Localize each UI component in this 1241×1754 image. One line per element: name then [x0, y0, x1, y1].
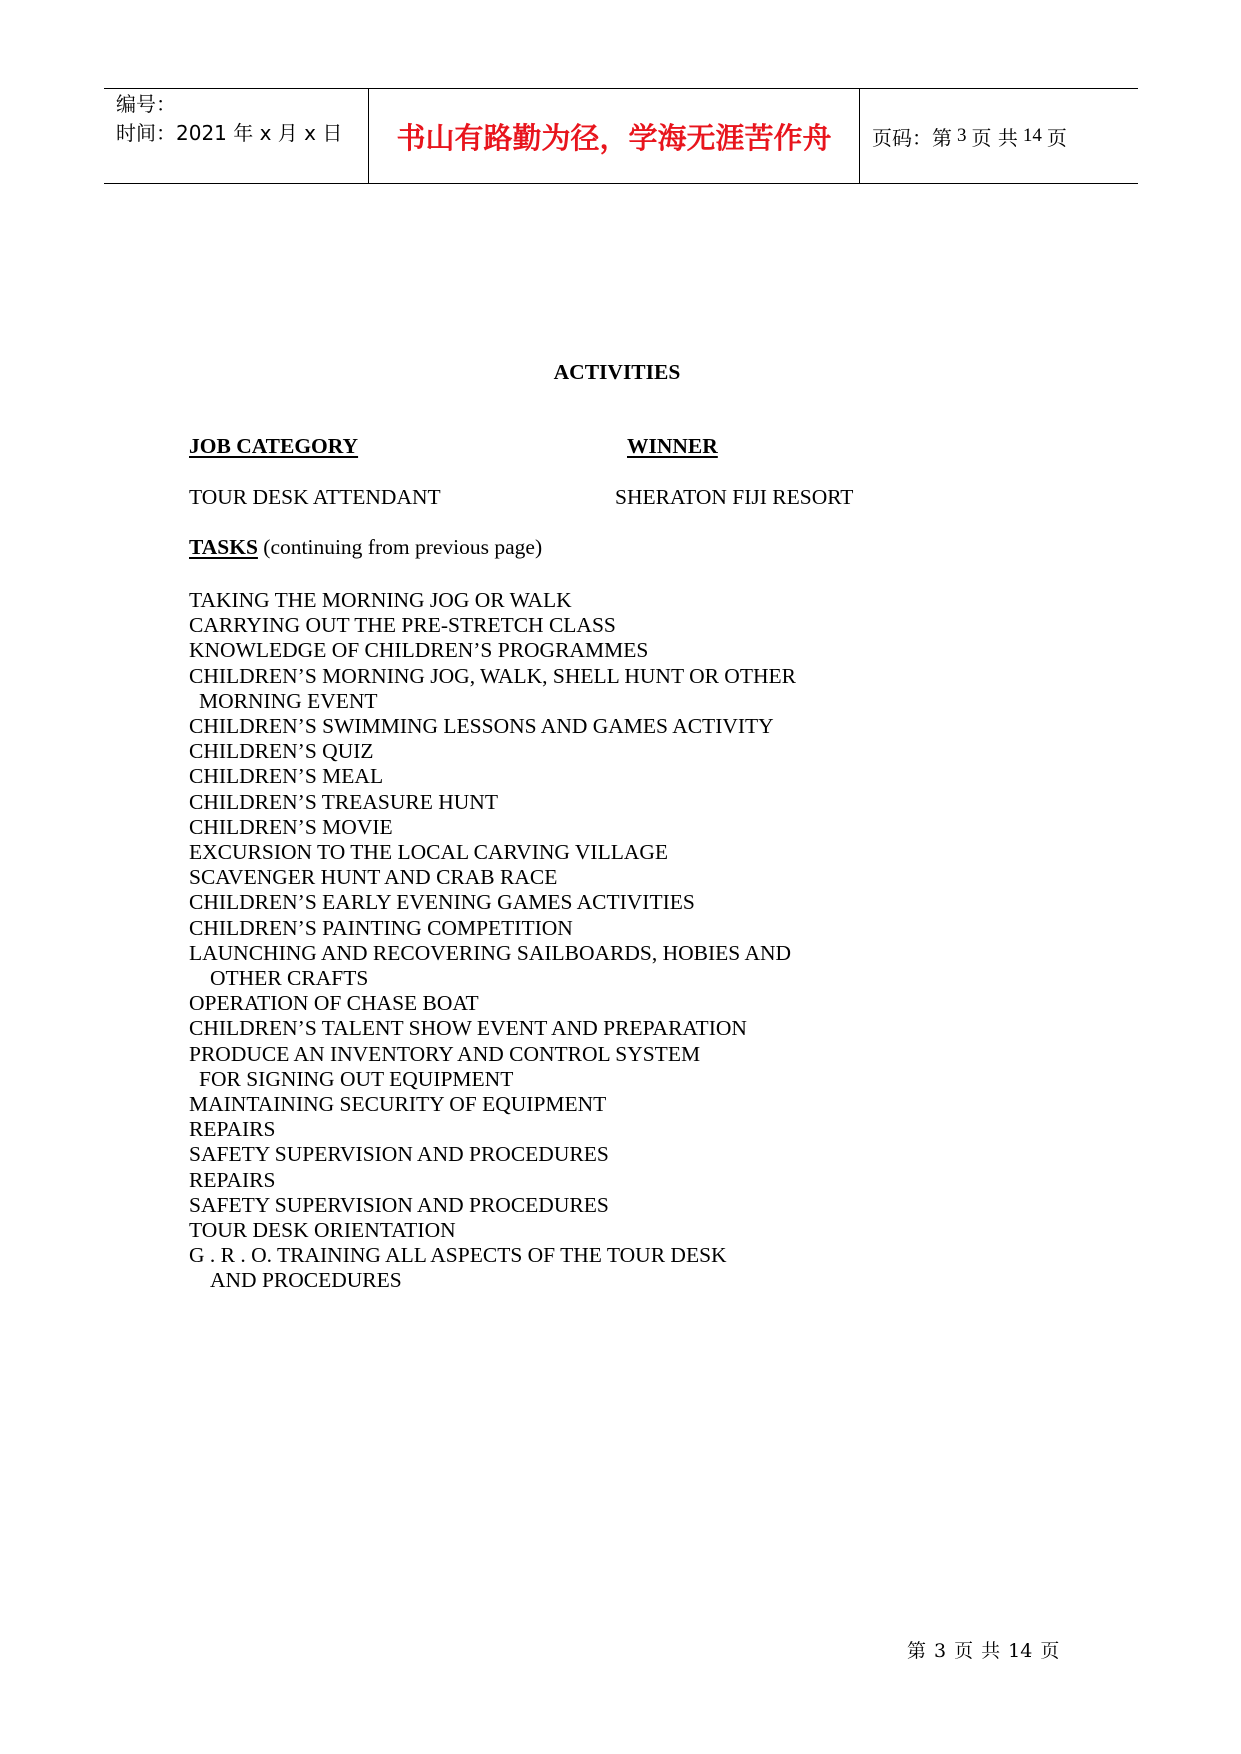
winner-value: SHERATON FIJI RESORT: [615, 485, 854, 509]
footer-total-pages: 14: [1008, 1640, 1033, 1662]
list-item: OPERATION OF CHASE BOAT: [189, 991, 479, 1016]
header-info-cell: [104, 89, 369, 183]
page-title: ACTIVITIES: [553, 360, 681, 384]
footer-suffix: 页: [1040, 1640, 1060, 1662]
list-item: TOUR DESK ORIENTATION: [189, 1218, 456, 1243]
list-item: EXCURSION TO THE LOCAL CARVING VILLAGE: [189, 840, 669, 865]
list-item: MAINTAINING SECURITY OF EQUIPMENT: [189, 1092, 607, 1117]
list-item: TAKING THE MORNING JOG OR WALK: [189, 588, 572, 612]
list-item: CHILDREN’S MOVIE: [189, 814, 393, 839]
list-item: CHILDREN’S MORNING JOG, WALK, SHELL HUNT OR OTHER: [189, 663, 796, 688]
tasks-list: [189, 588, 796, 1294]
list-item: REPAIRS: [189, 1117, 276, 1142]
time-label: 时间：2021 年 x 月 x 日: [116, 121, 343, 145]
list-item: G . R . O. TRAINING ALL ASPECTS OF THE TOUR DESK: [189, 1243, 727, 1268]
page-label-mid: 页 共: [971, 125, 1018, 150]
list-item: CHILDREN’S QUIZ: [189, 739, 374, 764]
footer-mid1: 页: [954, 1640, 974, 1662]
page-total: 14: [1022, 125, 1042, 146]
list-item: CHILDREN’S TREASURE HUNT: [189, 789, 498, 814]
list-item-continuation: OTHER CRAFTS: [210, 966, 369, 991]
list-item: CARRYING OUT THE PRE-STRETCH CLASS: [189, 613, 616, 638]
list-item: CHILDREN’S MEAL: [189, 764, 384, 789]
document-header: [104, 88, 1138, 184]
header-motto: 书山有路勤为径，学海无涯苦作舟: [369, 89, 860, 183]
winner-heading: WINNER: [627, 434, 718, 458]
list-item-continuation: MORNING EVENT: [199, 688, 378, 713]
list-item-continuation: AND PROCEDURES: [210, 1268, 402, 1293]
list-item: CHILDREN’S TALENT SHOW EVENT AND PREPARATION: [189, 1016, 747, 1041]
list-item: SCAVENGER HUNT AND CRAB RACE: [189, 865, 558, 890]
list-item: REPAIRS: [189, 1167, 276, 1192]
list-item: KNOWLEDGE OF CHILDREN’S PROGRAMMES: [189, 638, 649, 663]
page-current: 3: [957, 125, 967, 146]
footer-mid2: 共: [981, 1640, 1001, 1662]
tasks-note: (continuing from previous page): [257, 535, 543, 559]
page-footer: [907, 1636, 1067, 1663]
list-item: CHILDREN’S SWIMMING LESSONS AND GAMES ACTIVITY: [189, 714, 774, 739]
job-category-value: TOUR DESK ATTENDANT: [189, 485, 441, 509]
list-item: PRODUCE AN INVENTORY AND CONTROL SYSTEM: [189, 1041, 701, 1066]
list-item: SAFETY SUPERVISION AND PROCEDURES: [189, 1142, 609, 1167]
page-label-suffix: 页: [1046, 125, 1067, 150]
footer-current-page: 3: [934, 1640, 947, 1662]
list-item: LAUNCHING AND RECOVERING SAILBOARDS, HOBIES AND: [189, 940, 792, 965]
footer-prefix: 第: [907, 1640, 927, 1662]
page-label-prefix: 页码：第: [872, 125, 952, 150]
list-item: CHILDREN’S EARLY EVENING GAMES ACTIVITIES: [189, 890, 695, 915]
header-page-indicator: [860, 89, 1138, 183]
job-category-heading: JOB CATEGORY: [189, 434, 359, 458]
list-item: CHILDREN’S PAINTING COMPETITION: [189, 915, 573, 940]
list-item: SAFETY SUPERVISION AND PROCEDURES: [189, 1192, 609, 1217]
tasks-heading-line: [189, 535, 542, 560]
list-item-continuation: FOR SIGNING OUT EQUIPMENT: [199, 1066, 514, 1091]
tasks-heading: TASKS: [189, 535, 258, 559]
number-label: 编号：: [116, 92, 176, 116]
